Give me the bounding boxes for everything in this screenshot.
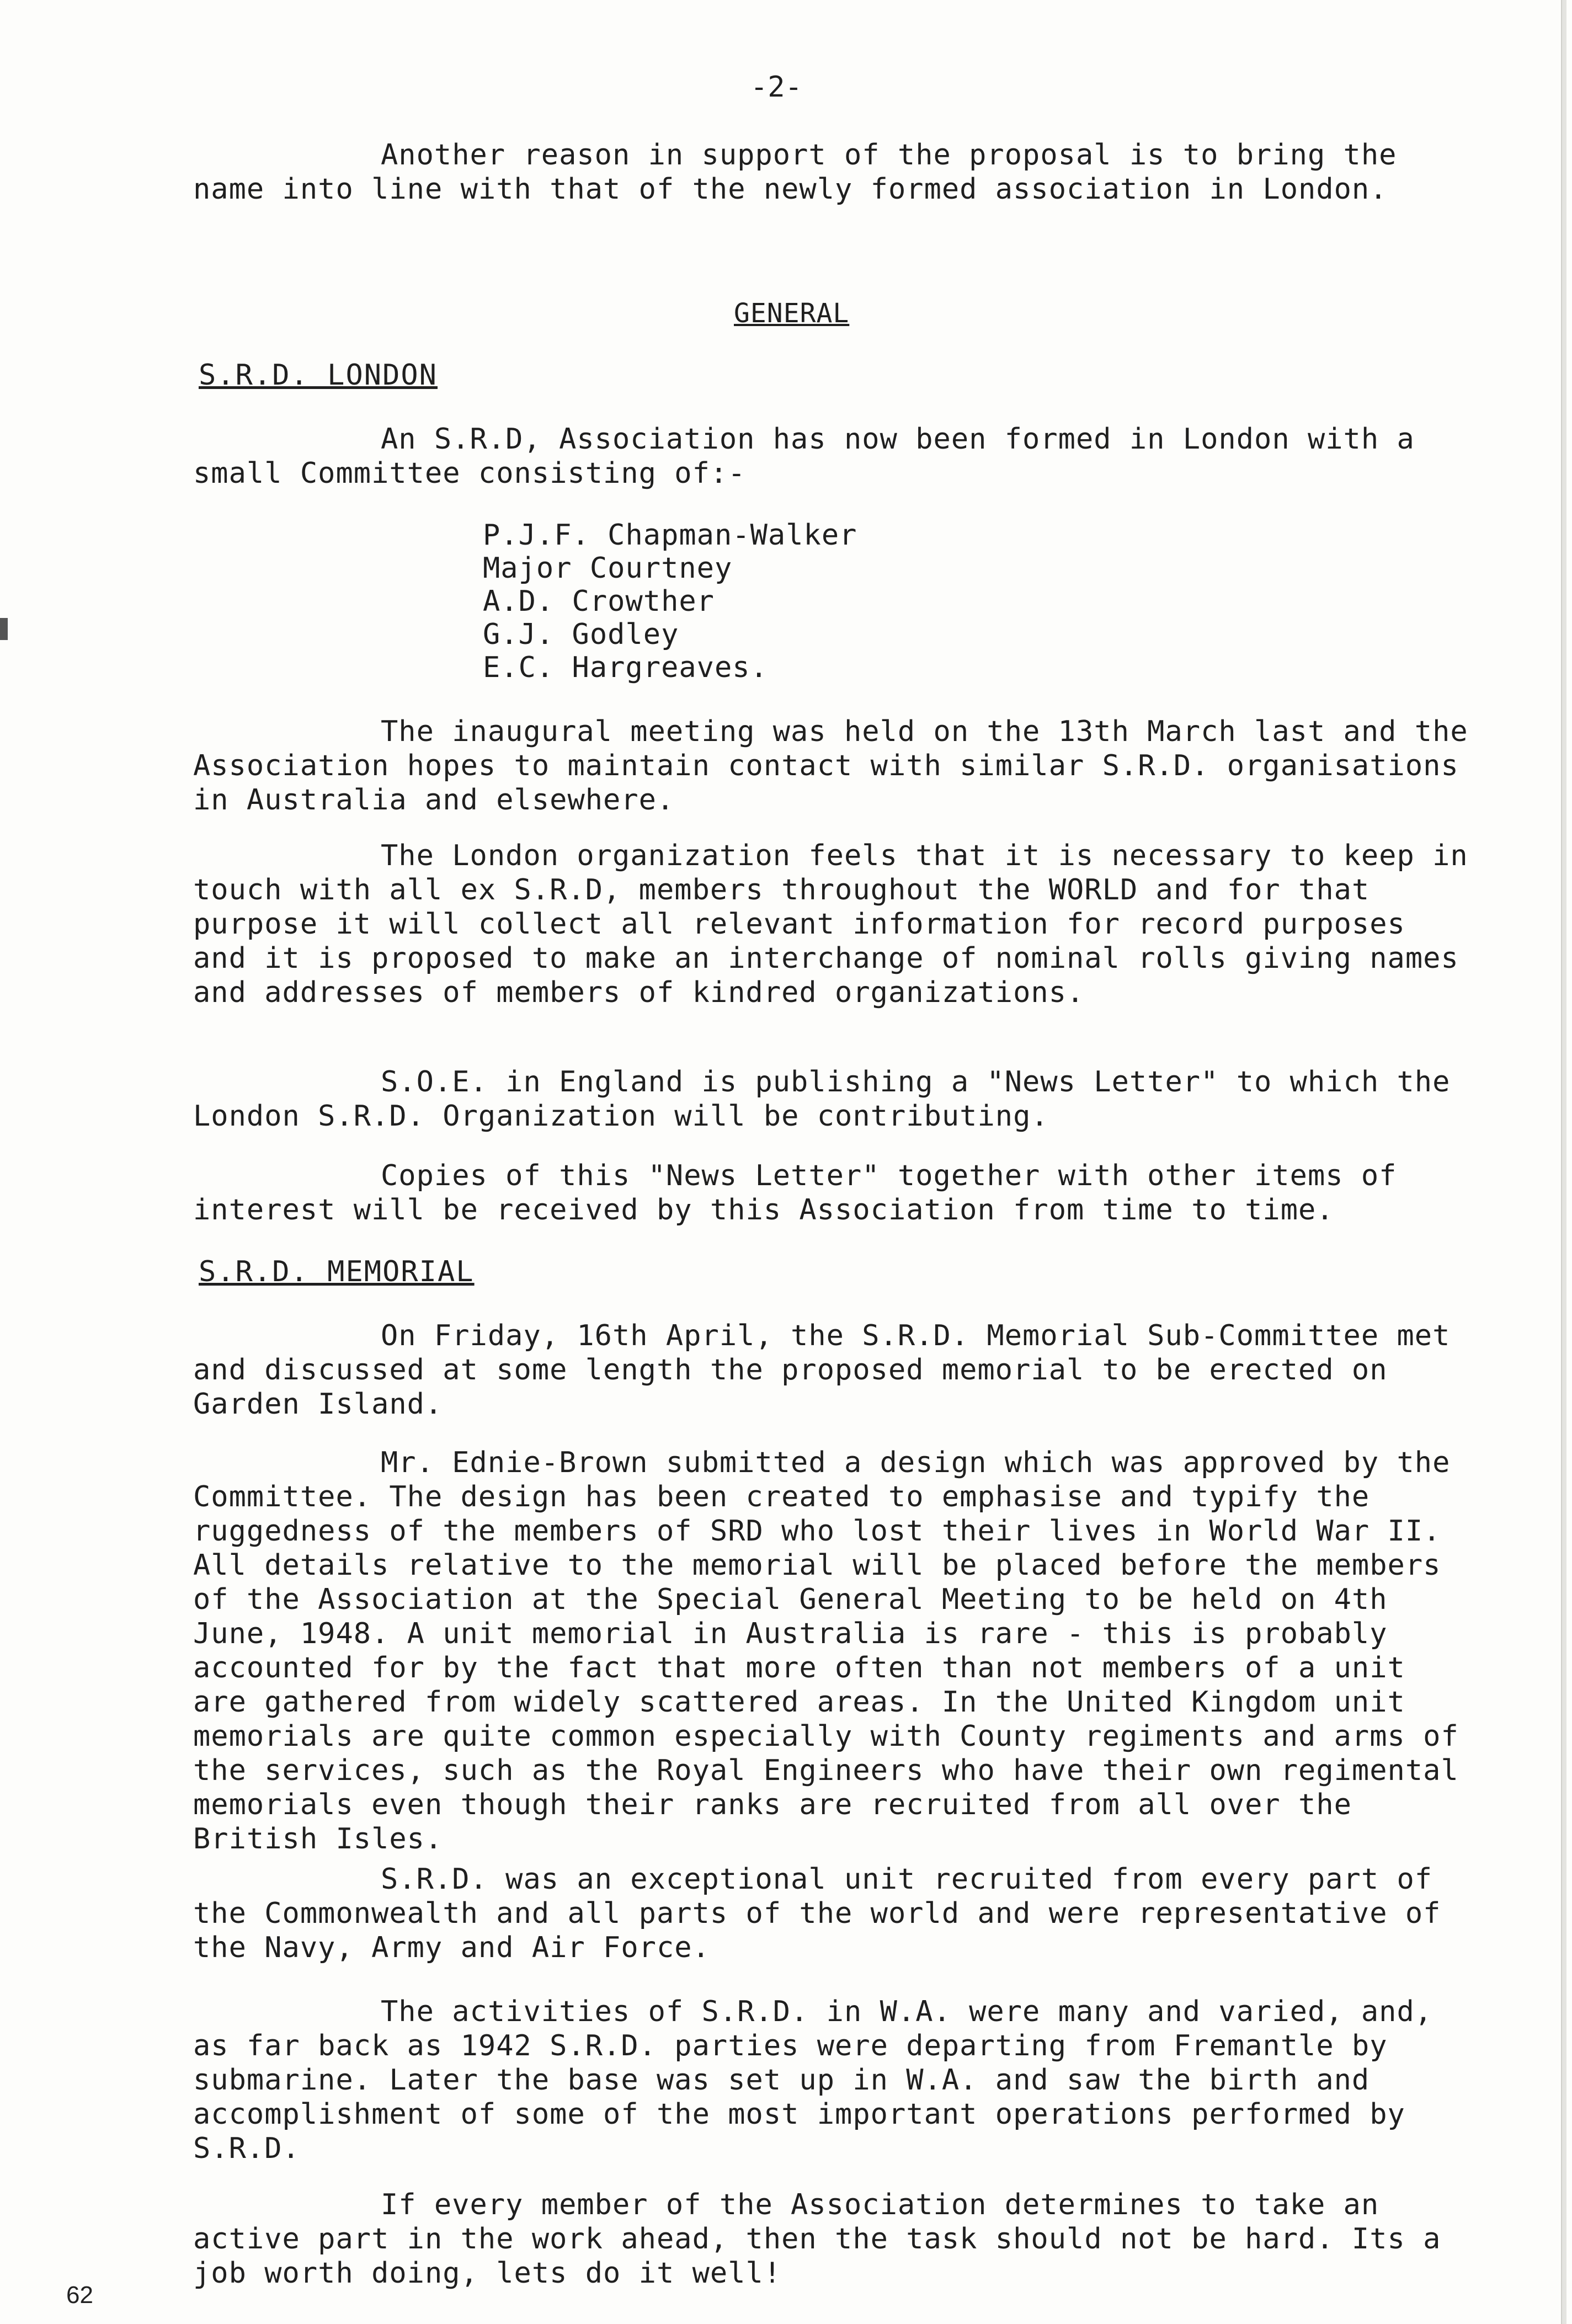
srd-memorial-paragraph-3: S.R.D. was an exceptional unit recruited from every part of the Commonwealth and all parts of the world and were representative of the Navy, Army and Air Force.	[193, 1863, 1459, 1964]
srd-london-p5-block	[193, 1159, 1473, 1227]
srd-memorial-paragraph-4: The activities of S.R.D. in W.A. were many and varied, and, as far back as 1942 S.R.D. parties were departing from Fremantle by submarine. Later the base was set up in W.A. and saw the birth and accomplishment of some of the most important operations performed by S.R.D.	[193, 1995, 1451, 2165]
srd-london-paragraph-3: The London organization feels that it is necessary to keep in touch with all ex S.R.D, members throughout the WORLD and for that purpose it will collect all relevant information for record purposes and it is proposed to make an interchange of nominal rolls giving names and addresses of members of kindred organizations.	[193, 839, 1486, 1009]
margin-page-number: 62	[66, 2282, 93, 2309]
committee-member: A.D. Crowther	[483, 585, 715, 618]
srd-london-heading: S.R.D. LONDON	[199, 359, 438, 392]
committee-member: E.C. Hargreaves.	[483, 651, 768, 684]
srd-memorial-p5-block	[193, 2188, 1473, 2290]
srd-memorial-p4-block	[193, 1995, 1473, 2166]
srd-memorial-p1-block	[193, 1319, 1473, 1421]
intro-block	[193, 138, 1473, 206]
srd-memorial-paragraph-5: If every member of the Association determines to take an active part in the work ahead, then the task should not be hard. Its a job worth doing, lets do it well!	[193, 2188, 1459, 2290]
committee-member: P.J.F. Chapman-Walker	[483, 519, 857, 552]
srd-london-paragraph-1: An S.R.D, Association has now been formed in London with a small Committee consisting of:-	[193, 423, 1433, 490]
page-number: -2-	[750, 71, 802, 104]
page-edge-shadow	[1561, 0, 1566, 2324]
srd-london-p4-block	[193, 1065, 1473, 1133]
srd-memorial-paragraph-2: Mr. Ednie-Brown submitted a design which was approved by the Committee. The design has been created to emphasise and typify the ruggedness of the members of SRD who lost their lives in World War II. All details relative to the memorial will be placed before the members of the Association at the Special General Meeting to be held on 4th June, 1948. A unit memorial in Australia is rare - this is probably accounted for by the fact that more often than not members of a unit are gathered from widely scattered areas. In the United Kingdom unit memorials are quite common especially with County regiments and arms of the services, such as the Royal Engineers who have their own regimental memorials even though their ranks are recruited from all over the British Isles.	[193, 1446, 1477, 1856]
general-heading: GENERAL	[734, 298, 850, 329]
srd-london-p1-block	[193, 422, 1473, 491]
committee-list	[483, 519, 857, 684]
srd-london-paragraph-4: S.O.E. in England is publishing a "News Letter" to which the London S.R.D. Organization will be contributing.	[193, 1065, 1468, 1133]
committee-member: G.J. Godley	[483, 618, 679, 651]
srd-london-p2-block	[193, 715, 1486, 817]
binding-mark	[0, 618, 8, 640]
srd-memorial-p3-block	[193, 1862, 1473, 1965]
committee-member: Major Courtney	[483, 552, 733, 585]
srd-london-paragraph-5: Copies of this "News Letter" together with other items of interest will be received by this Association from time to time.	[193, 1159, 1415, 1227]
srd-memorial-paragraph-1: On Friday, 16th April, the S.R.D. Memorial Sub-Committee met and discussed at some length the proposed memorial to be erected on Garden Island.	[193, 1319, 1468, 1421]
srd-london-p3-block	[193, 839, 1486, 1010]
srd-london-paragraph-2: The inaugural meeting was held on the 13th March last and the Association hopes to maintain contact with similar S.R.D. organisations in Australia and elsewhere.	[193, 715, 1486, 817]
srd-memorial-heading: S.R.D. MEMORIAL	[199, 1255, 475, 1288]
intro-paragraph: Another reason in support of the proposal is to bring the name into line with that of the newly formed association in London.	[193, 138, 1415, 206]
srd-memorial-p2-block	[193, 1446, 1477, 1856]
